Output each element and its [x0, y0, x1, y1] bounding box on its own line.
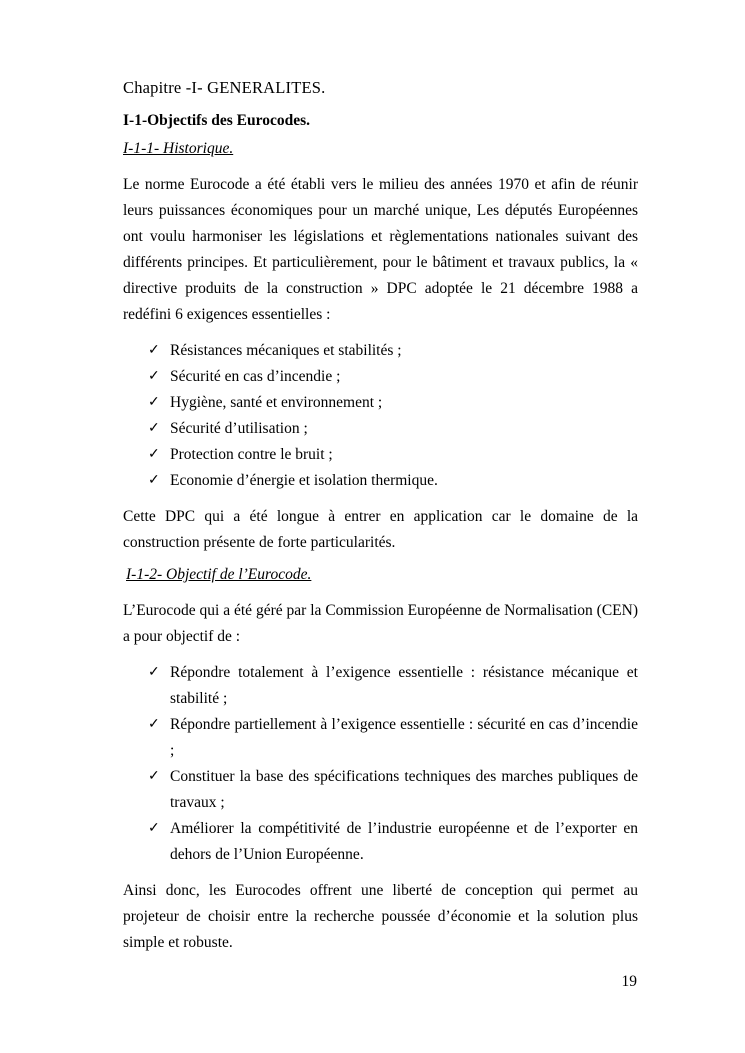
paragraph-objectif: L’Eurocode qui a été géré par la Commission Européenne de Normalisation (CEN) a pour objectif de :: [123, 602, 638, 645]
list-item: [123, 338, 638, 364]
subsection-objectif-title: I-1-2- Objectif de l’Eurocode.: [126, 566, 312, 583]
exigences-essentielles-list: [123, 338, 638, 494]
list-item-text: Sécurité d’utilisation ;: [170, 420, 308, 437]
list-item-text: Répondre totalement à l’exigence essentielle : résistance mécanique et stabilité ;: [170, 664, 638, 707]
checkmark-icon: ✓: [148, 421, 160, 436]
section-title: I-1-Objectifs des Eurocodes.: [123, 112, 310, 129]
list-item-text: Protection contre le bruit ;: [170, 446, 333, 463]
chapter-title: Chapitre -I- GENERALITES.: [123, 78, 326, 97]
list-item: [123, 764, 638, 816]
checkmark-icon: ✓: [148, 769, 160, 784]
checkmark-icon: ✓: [148, 447, 160, 462]
list-item-text: Constituer la base des spécifications techniques des marches publiques de travaux ;: [170, 768, 638, 811]
list-item: [123, 416, 638, 442]
subsection-historique-title: I-1-1- Historique.: [123, 140, 234, 157]
paragraph-dpc: Cette DPC qui a été longue à entrer en application car le domaine de la construction présente de forte particularités.: [123, 508, 638, 551]
list-item: [123, 442, 638, 468]
list-item: [123, 364, 638, 390]
list-item: [123, 390, 638, 416]
checkmark-icon: ✓: [148, 369, 160, 384]
paragraph-historique: Le norme Eurocode a été établi vers le milieu des années 1970 et afin de réunir leurs puissances économiques pour un marché unique, Les députés Européennes ont voulu harmoniser les législations et règlementations nationales suivant des différents principes. Et particulièrement, pour le bâtiment et travaux publics, la « directive produits de la construction » DPC adoptée le 21 décembre 1988 a redéfini 6 exigences essentielles :: [123, 176, 638, 323]
checkmark-icon: ✓: [148, 717, 160, 732]
list-item-text: Répondre partiellement à l’exigence essentielle : sécurité en cas d’incendie ;: [170, 716, 638, 759]
page-number: 19: [621, 973, 637, 990]
list-item: [123, 468, 638, 494]
objectifs-list: [123, 660, 638, 868]
list-item-text: Economie d’énergie et isolation thermique.: [170, 472, 438, 489]
list-item: [123, 816, 638, 868]
checkmark-icon: ✓: [148, 343, 160, 358]
checkmark-icon: ✓: [148, 473, 160, 488]
list-item-text: Sécurité en cas d’incendie ;: [170, 368, 341, 385]
checkmark-icon: ✓: [148, 395, 160, 410]
checkmark-icon: ✓: [148, 665, 160, 680]
paragraph-conclusion: Ainsi donc, les Eurocodes offrent une liberté de conception qui permet au projeteur de choisir entre la recherche poussée d’économie et la solution plus simple et robuste.: [123, 882, 638, 951]
checkmark-icon: ✓: [148, 821, 160, 836]
list-item-text: Hygiène, santé et environnement ;: [170, 394, 383, 411]
list-item: [123, 660, 638, 712]
list-item: [123, 712, 638, 764]
list-item-text: Améliorer la compétitivité de l’industrie européenne et de l’exporter en dehors de l’Union Européenne.: [170, 820, 638, 863]
list-item-text: Résistances mécaniques et stabilités ;: [170, 342, 402, 359]
